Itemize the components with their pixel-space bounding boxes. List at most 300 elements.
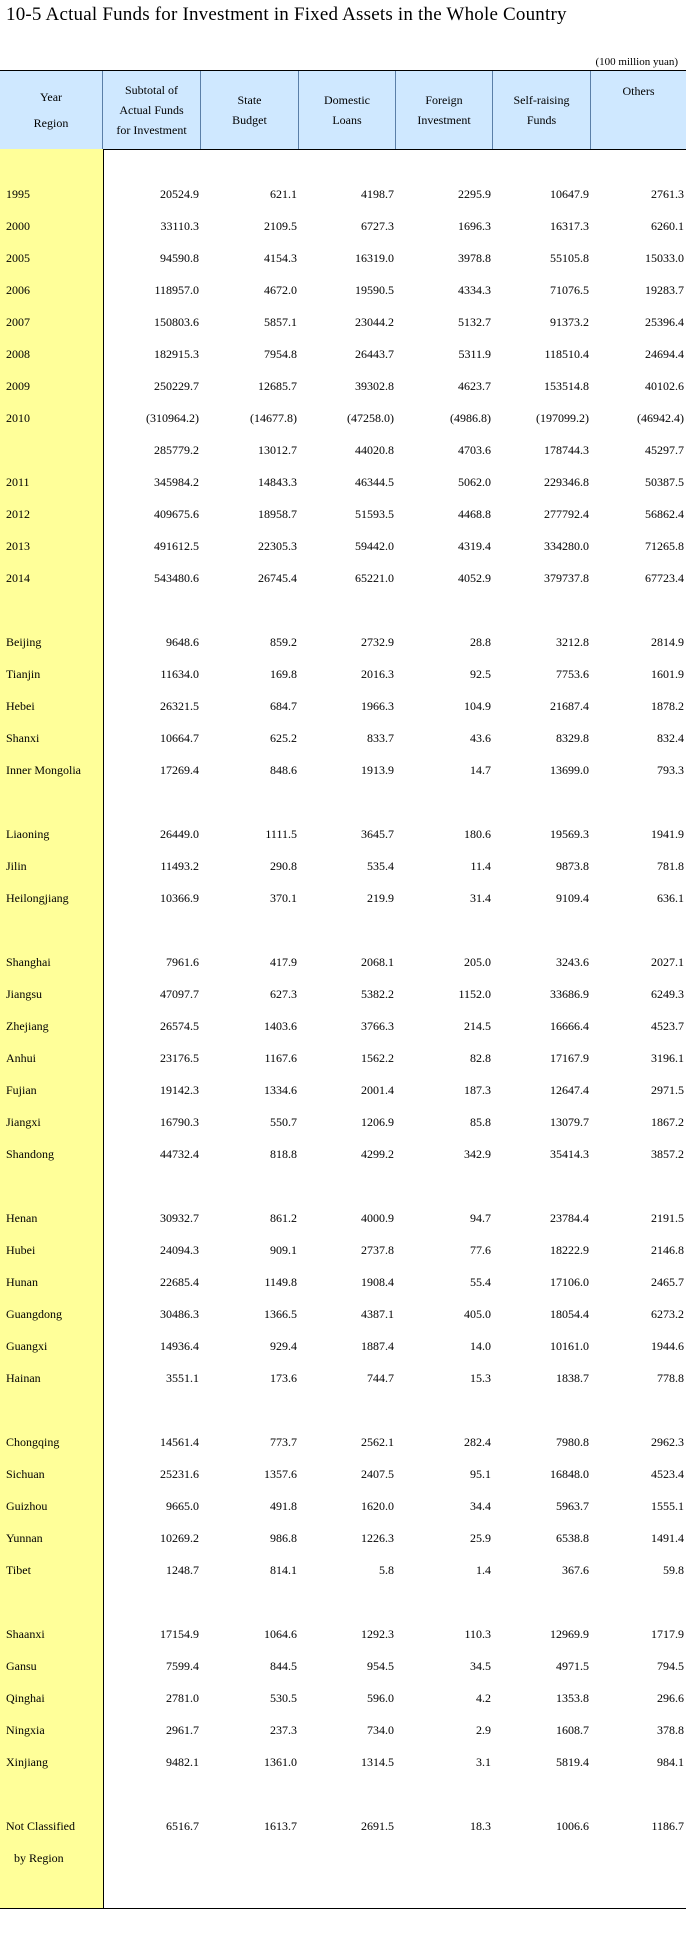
cell-value: 10161.0 [550, 1339, 589, 1353]
cell-value: 2761.3 [651, 187, 684, 201]
cell-value: 285779.2 [154, 443, 199, 457]
cell-value: 3645.7 [361, 827, 394, 841]
cell-value: 18958.7 [258, 507, 297, 521]
cell-value: 118957.0 [154, 283, 199, 297]
table-row [0, 659, 686, 691]
cell-value: 7961.6 [166, 955, 199, 969]
cell-value: 535.4 [367, 859, 394, 873]
cell-value: 550.7 [270, 1115, 297, 1129]
header-subtotal [103, 71, 201, 149]
row-label: Chongqing [6, 1435, 60, 1449]
cell-value: 8329.8 [556, 731, 589, 745]
cell-value: 6538.8 [556, 1531, 589, 1545]
table-row [0, 1715, 686, 1747]
cell-value: 744.7 [367, 1371, 394, 1385]
cell-value: 6249.3 [651, 987, 684, 1001]
cell-value: 3766.3 [361, 1019, 394, 1033]
cell-value: 16317.3 [550, 219, 589, 233]
cell-value: 1608.7 [556, 1723, 589, 1737]
header-domestic-loans-line: Loans [332, 113, 362, 127]
cell-value: 13699.0 [550, 763, 589, 777]
row-label: Sichuan [6, 1467, 45, 1481]
table-row [0, 1459, 686, 1491]
cell-value: 15033.0 [645, 251, 684, 265]
table-row [0, 275, 686, 307]
table-row [0, 883, 686, 915]
cell-value: 95.1 [470, 1467, 491, 1481]
cell-value: 6516.7 [166, 1819, 199, 1833]
cell-value: 30486.3 [160, 1307, 199, 1321]
cell-value: 1908.4 [361, 1275, 394, 1289]
cell-value: 17154.9 [160, 1627, 199, 1641]
cell-value: 219.9 [367, 891, 394, 905]
cell-value: 104.9 [464, 699, 491, 713]
row-label: Guizhou [6, 1499, 48, 1513]
cell-value: 342.9 [464, 1147, 491, 1161]
cell-value: 11634.0 [160, 667, 199, 681]
cell-value: 59442.0 [355, 539, 394, 553]
cell-value: 4334.3 [458, 283, 491, 297]
cell-value: 94590.8 [160, 251, 199, 265]
header-foreign-investment-line: Investment [417, 113, 471, 127]
table-row [0, 1811, 686, 1843]
table-row [0, 979, 686, 1011]
cell-value: 9482.1 [166, 1755, 199, 1769]
cell-value: 2016.3 [361, 667, 394, 681]
row-label: Shandong [6, 1147, 54, 1161]
row-label: Hainan [6, 1371, 41, 1385]
header-domestic-loans-line: Domestic [324, 93, 370, 107]
cell-value: 1292.3 [361, 1627, 394, 1641]
cell-value: 50387.5 [645, 475, 684, 489]
table-row [0, 403, 686, 435]
cell-value: 334280.0 [544, 539, 589, 553]
cell-value: 4623.7 [458, 379, 491, 393]
cell-value: 15.3 [470, 1371, 491, 1385]
row-label: Jilin [6, 859, 27, 873]
cell-value: 26321.5 [160, 699, 199, 713]
table-row [0, 755, 686, 787]
cell-value: 370.1 [270, 891, 297, 905]
cell-value: 491612.5 [154, 539, 199, 553]
cell-value: 4319.4 [458, 539, 491, 553]
table-row [0, 851, 686, 883]
row-label: Guangxi [6, 1339, 48, 1353]
cell-value: 31.4 [470, 891, 491, 905]
cell-value: 277792.4 [544, 507, 589, 521]
cell-value: 150803.6 [154, 315, 199, 329]
cell-value: (14677.8) [250, 411, 297, 425]
row-label: Yunnan [6, 1531, 43, 1545]
cell-value: 627.3 [270, 987, 297, 1001]
cell-value: 12969.9 [550, 1627, 589, 1641]
cell-value: 1491.4 [651, 1531, 684, 1545]
cell-value: 1555.1 [651, 1499, 684, 1513]
cell-value: 5311.9 [458, 347, 491, 361]
cell-value: 59.8 [663, 1563, 684, 1577]
unit-note: (100 million yuan) [595, 56, 678, 68]
table-row [0, 1747, 686, 1779]
cell-value: 19590.5 [355, 283, 394, 297]
cell-value: 2027.1 [651, 955, 684, 969]
cell-value: 984.1 [657, 1755, 684, 1769]
header-region-line: Region [33, 116, 69, 130]
cell-value: 19142.3 [160, 1083, 199, 1097]
cell-value: 1601.9 [651, 667, 684, 681]
cell-value: 2562.1 [361, 1435, 394, 1449]
cell-value: 4387.1 [361, 1307, 394, 1321]
table-row [0, 499, 686, 531]
cell-value: 1149.8 [264, 1275, 297, 1289]
row-label: 2013 [6, 539, 30, 553]
header-subtotal-line: for Investment [116, 123, 187, 137]
cell-value: 182915.3 [154, 347, 199, 361]
table-row [0, 627, 686, 659]
cell-value: 405.0 [464, 1307, 491, 1321]
cell-value: 1353.8 [556, 1691, 589, 1705]
cell-value: 6273.2 [651, 1307, 684, 1321]
cell-value: 2961.7 [166, 1723, 199, 1737]
cell-value: 1167.6 [264, 1051, 297, 1065]
cell-value: 16319.0 [355, 251, 394, 265]
header-domestic-loans [299, 71, 396, 149]
cell-value: 1314.5 [361, 1755, 394, 1769]
cell-value: 3551.1 [166, 1371, 199, 1385]
row-label: Anhui [6, 1051, 36, 1065]
cell-value: 379737.8 [544, 571, 589, 585]
table-row [0, 467, 686, 499]
cell-value: (46942.4) [637, 411, 684, 425]
cell-value: 2737.8 [361, 1243, 394, 1257]
row-label: 2009 [6, 379, 30, 393]
cell-value: 43.6 [470, 731, 491, 745]
cell-value: 47097.7 [160, 987, 199, 1001]
cell-value: 7980.8 [556, 1435, 589, 1449]
cell-value: 4672.0 [264, 283, 297, 297]
cell-value: 24094.3 [160, 1243, 199, 1257]
cell-value: 929.4 [270, 1339, 297, 1353]
cell-value: 491.8 [270, 1499, 297, 1513]
row-label: 2005 [6, 251, 30, 265]
cell-value: 91373.2 [550, 315, 589, 329]
row-label: Liaoning [6, 827, 50, 841]
cell-value: 1226.3 [361, 1531, 394, 1545]
table-row [0, 1331, 686, 1363]
header-self-raising [493, 71, 591, 149]
cell-value: 14.0 [470, 1339, 491, 1353]
cell-value: 1006.6 [556, 1819, 589, 1833]
cell-value: 237.3 [270, 1723, 297, 1737]
row-label: 2007 [6, 315, 30, 329]
cell-value: 625.2 [270, 731, 297, 745]
cell-value: 17106.0 [550, 1275, 589, 1289]
cell-value: 22685.4 [160, 1275, 199, 1289]
row-label: Henan [6, 1211, 38, 1225]
cell-value: 92.5 [470, 667, 491, 681]
cell-value: 1366.5 [264, 1307, 297, 1321]
cell-value: 4198.7 [361, 187, 394, 201]
table-row [0, 1011, 686, 1043]
cell-value: 290.8 [270, 859, 297, 873]
cell-value: 40102.6 [645, 379, 684, 393]
cell-value: 4000.9 [361, 1211, 394, 1225]
cell-value: 4299.2 [361, 1147, 394, 1161]
cell-value: 4052.9 [458, 571, 491, 585]
cell-value: 282.4 [464, 1435, 491, 1449]
header-others [591, 71, 686, 149]
cell-value: 684.7 [270, 699, 297, 713]
cell-value: 1696.3 [458, 219, 491, 233]
cell-value: 71265.8 [645, 539, 684, 553]
cell-value: 44020.8 [355, 443, 394, 457]
table-row [0, 1843, 686, 1875]
cell-value: 44732.4 [160, 1147, 199, 1161]
cell-value: 23176.5 [160, 1051, 199, 1065]
row-label: Jiangsu [6, 987, 42, 1001]
cell-value: 1357.6 [264, 1467, 297, 1481]
cell-value: 9873.8 [556, 859, 589, 873]
cell-value: 5819.4 [556, 1755, 589, 1769]
cell-value: 30932.7 [160, 1211, 199, 1225]
row-label: Inner Mongolia [6, 763, 81, 777]
cell-value: 1944.6 [651, 1339, 684, 1353]
cell-value: 19283.7 [645, 283, 684, 297]
cell-value: 5132.7 [458, 315, 491, 329]
cell-value: 4703.6 [458, 443, 491, 457]
page-title: 10-5 Actual Funds for Investment in Fixed Assets in the Whole Country [6, 4, 567, 25]
cell-value: 169.8 [270, 667, 297, 681]
cell-value: 26574.5 [160, 1019, 199, 1033]
row-label: Shanxi [6, 731, 40, 745]
cell-value: 55105.8 [550, 251, 589, 265]
row-label: Gansu [6, 1659, 37, 1673]
cell-value: 33686.9 [550, 987, 589, 1001]
cell-value: 1064.6 [264, 1627, 297, 1641]
cell-value: 9109.4 [556, 891, 589, 905]
cell-value: 2295.9 [458, 187, 491, 201]
cell-value: 10647.9 [550, 187, 589, 201]
cell-value: 34.5 [470, 1659, 491, 1673]
cell-value: 2971.5 [651, 1083, 684, 1097]
cell-value: 173.6 [270, 1371, 297, 1385]
table-row [0, 531, 686, 563]
cell-value: 1966.3 [361, 699, 394, 713]
cell-value: 12685.7 [258, 379, 297, 393]
cell-value: 1878.2 [651, 699, 684, 713]
cell-value: 23784.4 [550, 1211, 589, 1225]
table-row [0, 1299, 686, 1331]
cell-value: 1152.0 [458, 987, 491, 1001]
cell-value: 18222.9 [550, 1243, 589, 1257]
cell-value: 23044.2 [355, 315, 394, 329]
table-row [0, 947, 686, 979]
cell-value: 3978.8 [458, 251, 491, 265]
cell-value: 1206.9 [361, 1115, 394, 1129]
cell-value: 848.6 [270, 763, 297, 777]
row-label: Guangdong [6, 1307, 62, 1321]
cell-value: 844.5 [270, 1659, 297, 1673]
table-row [0, 339, 686, 371]
row-label: Shanghai [6, 955, 51, 969]
cell-value: 1887.4 [361, 1339, 394, 1353]
table-row [0, 819, 686, 851]
cell-value: 14843.3 [258, 475, 297, 489]
table-row [0, 1491, 686, 1523]
cell-value: 2465.7 [651, 1275, 684, 1289]
header-subtotal-line: Subtotal of [125, 83, 178, 97]
cell-value: 832.4 [657, 731, 684, 745]
header-subtotal-line: Actual Funds [119, 103, 184, 117]
table-row [0, 243, 686, 275]
cell-value: 85.8 [470, 1115, 491, 1129]
cell-value: 187.3 [464, 1083, 491, 1097]
cell-value: (310964.2) [146, 411, 199, 425]
cell-value: 778.8 [657, 1371, 684, 1385]
header-others-line: Others [622, 84, 655, 98]
cell-value: 14936.4 [160, 1339, 199, 1353]
row-label: Heilongjiang [6, 891, 69, 905]
cell-value: 10664.7 [160, 731, 199, 745]
cell-value: 25.9 [470, 1531, 491, 1545]
cell-value: 56862.4 [645, 507, 684, 521]
table-row [0, 371, 686, 403]
table-row [0, 1043, 686, 1075]
table-row [0, 307, 686, 339]
cell-value: 17269.4 [160, 763, 199, 777]
cell-value: 859.2 [270, 635, 297, 649]
table-row [0, 1619, 686, 1651]
cell-value: 153514.8 [544, 379, 589, 393]
cell-value: 11493.2 [160, 859, 199, 873]
cell-value: 26745.4 [258, 571, 297, 585]
header-state-budget [201, 71, 299, 149]
cell-value: 1838.7 [556, 1371, 589, 1385]
table-row [0, 1235, 686, 1267]
cell-value: 954.5 [367, 1659, 394, 1673]
table-row [0, 211, 686, 243]
table-row [0, 1139, 686, 1171]
cell-value: 94.7 [470, 1211, 491, 1225]
table-row [0, 691, 686, 723]
row-label: Hebei [6, 699, 35, 713]
cell-value: 13079.7 [550, 1115, 589, 1129]
cell-value: 530.5 [270, 1691, 297, 1705]
row-label: Zhejiang [6, 1019, 49, 1033]
cell-value: 45297.7 [645, 443, 684, 457]
cell-value: 1913.9 [361, 763, 394, 777]
row-label: 2000 [6, 219, 30, 233]
cell-value: (197099.2) [536, 411, 589, 425]
row-label: Beijing [6, 635, 42, 649]
cell-value: 793.3 [657, 763, 684, 777]
cell-value: 2001.4 [361, 1083, 394, 1097]
cell-value: 10366.9 [160, 891, 199, 905]
cell-value: 4154.3 [264, 251, 297, 265]
cell-value: 2814.9 [651, 635, 684, 649]
cell-value: 28.8 [470, 635, 491, 649]
cell-value: 909.1 [270, 1243, 297, 1257]
table-row [0, 1203, 686, 1235]
cell-value: (47258.0) [347, 411, 394, 425]
table-row [0, 1107, 686, 1139]
cell-value: 636.1 [657, 891, 684, 905]
cell-value: 19569.3 [550, 827, 589, 841]
row-label: 2012 [6, 507, 30, 521]
cell-value: 296.6 [657, 1691, 684, 1705]
cell-value: 1717.9 [651, 1627, 684, 1641]
cell-value: 773.7 [270, 1435, 297, 1449]
table-row [0, 1267, 686, 1299]
cell-value: 5062.0 [458, 475, 491, 489]
row-label: Xinjiang [6, 1755, 48, 1769]
cell-value: 24694.4 [645, 347, 684, 361]
table-row [0, 1075, 686, 1107]
cell-value: 3212.8 [556, 635, 589, 649]
cell-value: 9665.0 [166, 1499, 199, 1513]
cell-value: 2407.5 [361, 1467, 394, 1481]
cell-value: 1867.2 [651, 1115, 684, 1129]
cell-value: 1620.0 [361, 1499, 394, 1513]
cell-value: 77.6 [470, 1243, 491, 1257]
cell-value: 2691.5 [361, 1819, 394, 1833]
cell-value: 18.3 [470, 1819, 491, 1833]
cell-value: 35414.3 [550, 1147, 589, 1161]
cell-value: 367.6 [562, 1563, 589, 1577]
header-foreign-investment [396, 71, 493, 149]
row-label: Hubei [6, 1243, 36, 1257]
cell-value: 2732.9 [361, 635, 394, 649]
cell-value: 596.0 [367, 1691, 394, 1705]
cell-value: 1111.5 [265, 827, 297, 841]
row-label: 2006 [6, 283, 30, 297]
header-self-raising-line: Self-raising [513, 93, 570, 107]
cell-value: 10269.2 [160, 1531, 199, 1545]
cell-value: 229346.8 [544, 475, 589, 489]
cell-value: 25396.4 [645, 315, 684, 329]
table-row [0, 435, 686, 467]
cell-value: 4971.5 [556, 1659, 589, 1673]
cell-value: 14.7 [470, 763, 491, 777]
cell-value: 1613.7 [264, 1819, 297, 1833]
cell-value: 9648.6 [166, 635, 199, 649]
cell-value: 12647.4 [550, 1083, 589, 1097]
cell-value: 2109.5 [264, 219, 297, 233]
header-self-raising-line: Funds [526, 113, 557, 127]
cell-value: 51593.5 [355, 507, 394, 521]
table-bottom-rule [0, 1908, 686, 1909]
row-label: 2011 [6, 475, 30, 489]
row-label: Hunan [6, 1275, 38, 1289]
cell-value: 214.5 [464, 1019, 491, 1033]
cell-value: 1.4 [476, 1563, 491, 1577]
row-label: by Region [14, 1851, 64, 1865]
cell-value: 6260.1 [651, 219, 684, 233]
table-row [0, 179, 686, 211]
cell-value: 5857.1 [264, 315, 297, 329]
cell-value: 110.3 [464, 1627, 491, 1641]
row-label: Fujian [6, 1083, 37, 1097]
table-row [0, 1523, 686, 1555]
row-label: Tianjin [6, 667, 41, 681]
cell-value: 2146.8 [651, 1243, 684, 1257]
cell-value: 833.7 [367, 731, 394, 745]
cell-value: 25231.6 [160, 1467, 199, 1481]
cell-value: 2068.1 [361, 955, 394, 969]
cell-value: 734.0 [367, 1723, 394, 1737]
row-label: Shaanxi [6, 1627, 45, 1641]
cell-value: 1562.2 [361, 1051, 394, 1065]
cell-value: 3196.1 [651, 1051, 684, 1065]
